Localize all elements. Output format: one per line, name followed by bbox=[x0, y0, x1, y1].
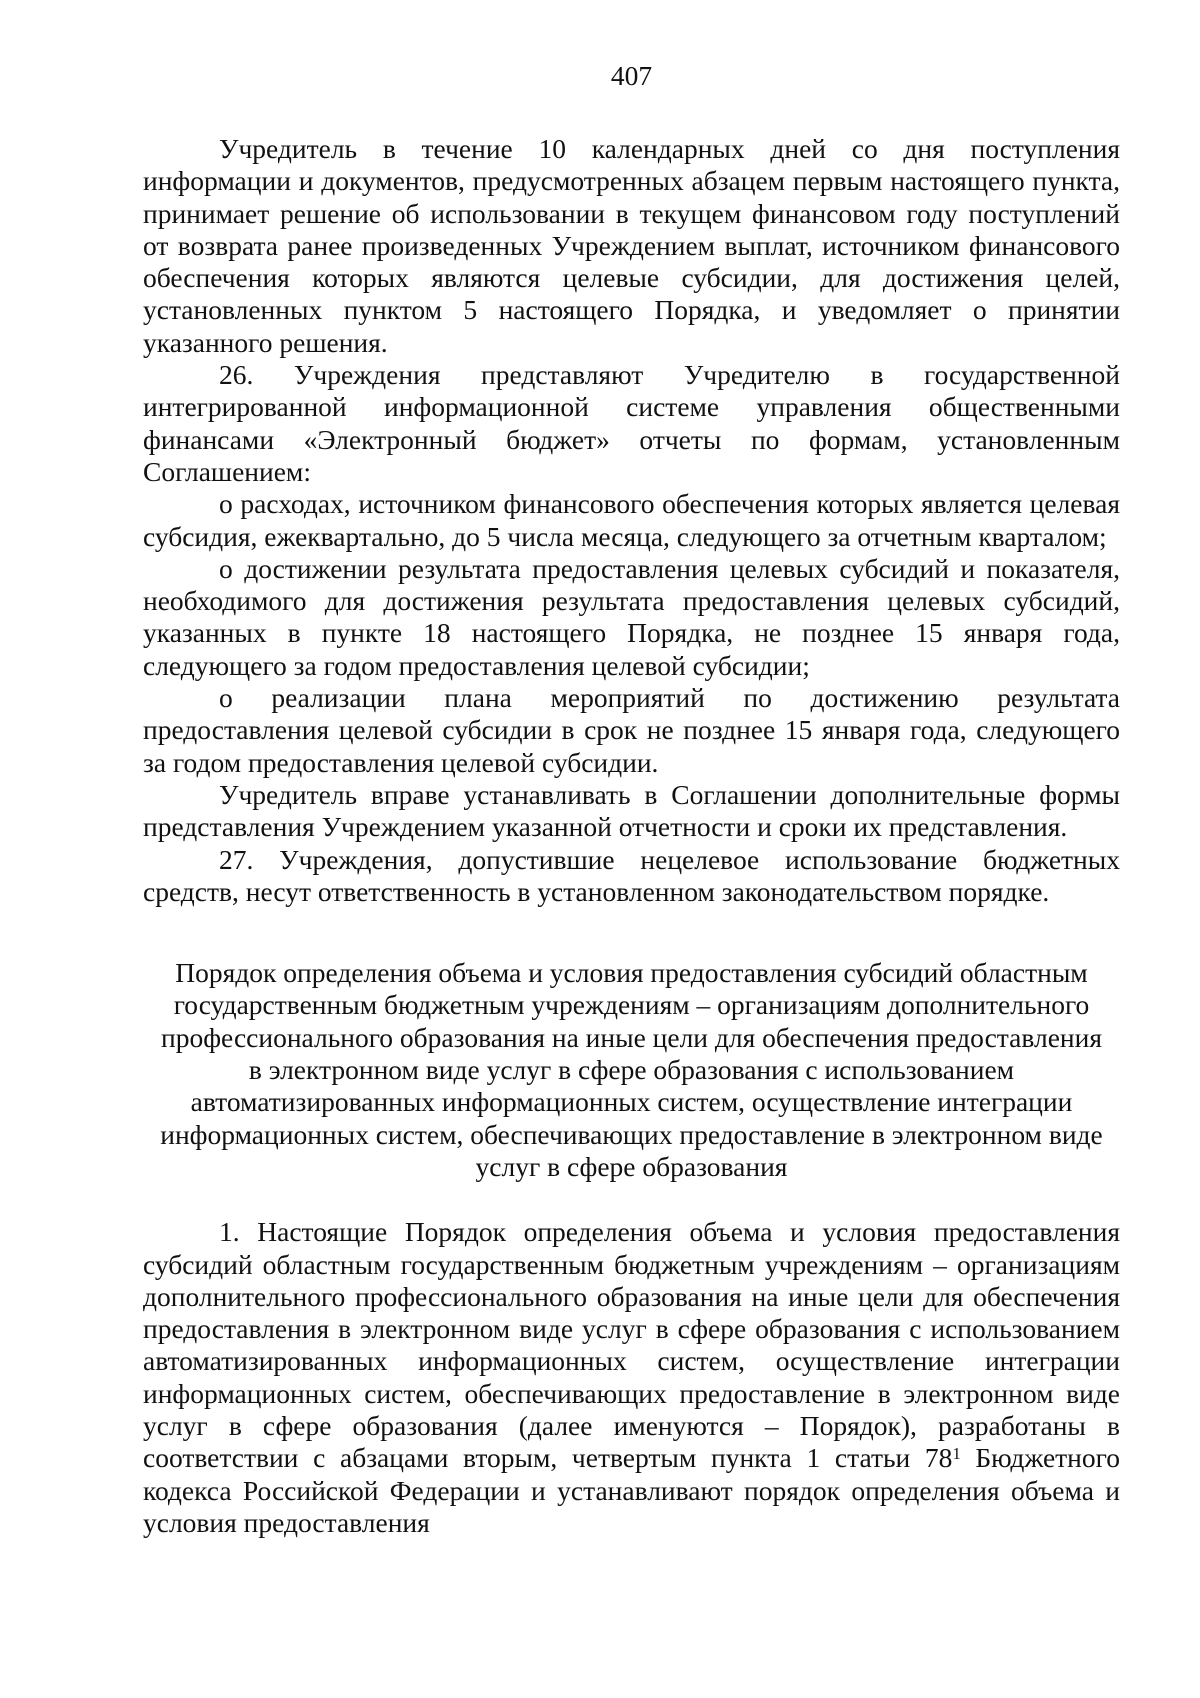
paragraph-item-1-continuation: Бюджетного кодекса Российской Федерации и устанавливают порядок определения объема и условия предоставления bbox=[143, 1442, 1120, 1538]
paragraph-additional-forms: Учредитель вправе устанавливать в Соглашении дополнительные формы представления Учреждением указанной отчетности и сроки их представления. bbox=[143, 778, 1120, 843]
paragraph-item-27: 27. Учреждения, допустившие нецелевое использование бюджетных средств, несут ответственность в установленном законодательством порядке. bbox=[143, 843, 1120, 907]
document-page bbox=[143, 60, 1120, 1539]
section-heading-line: Порядок определения объема и условия предоставления субсидий областным bbox=[175, 957, 1088, 989]
section-heading bbox=[143, 957, 1120, 1183]
section-heading-line: профессионального образования на иные цели для обеспечения предоставления bbox=[161, 1021, 1102, 1053]
paragraph-expenses-report: о расходах, источником финансового обеспечения которых является целевая субсидия, ежеквартально, до 5 числа месяца, следующего за отчетным кварталом; bbox=[143, 488, 1120, 552]
paragraph-item-1 bbox=[143, 1216, 1120, 1539]
section-heading-line: автоматизированных информационных систем, осуществление интеграции bbox=[190, 1086, 1073, 1118]
paragraph-plan-report: о реализации плана мероприятий по достижению результата предоставления целевой субсидии в срок не позднее 15 января года, следующего за годом предоставления целевой субсидии. bbox=[143, 682, 1120, 778]
section-heading-line: услуг в сфере образования bbox=[475, 1150, 788, 1182]
paragraph-item-26: 26. Учреждения представляют Учредителю в государственной интегрированной информационной системе управления общественными финансами «Электронный бюджет» отчеты по формам, установленным Соглашением: bbox=[143, 359, 1120, 487]
page-number: 407 bbox=[610, 60, 653, 91]
section-heading-line: государственным бюджетным учреждениям – организациям дополнительного bbox=[173, 989, 1090, 1021]
superscript-1: 1 bbox=[952, 1444, 961, 1464]
paragraph-founder-decision: Учредитель в течение 10 календарных дней со дня поступления информации и документов, предусмотренных абзацем первым настоящего пункта, принимает решение об использовании в текущем финансовом году поступлений от возврата ранее произведенных Учреждением выплат, источником финансового обеспечения которых являются целевые субсидии, для достижения целей, установленных пунктом 5 настоящего Порядка, и уведомляет о принятии указанного решения. bbox=[143, 133, 1120, 358]
paragraph-item-1-text: 1. Настоящие Порядок определения объема и условия предоставления субсидий областным государственным бюджетным учреждениям – организациям дополнительного профессионального образования на иные цели для обеспечения предоставления в электронном виде услуг в сфере образования с использованием автоматизированных информационных систем, осуществление интеграции информационных систем, обеспечивающих предоставление в электронном виде услуг в сфере образования (далее именуются – Порядок), разработаны в соответствии с абзацами вторым, четвертым пункта 1 статьи 78 bbox=[143, 1216, 1120, 1474]
section-heading-line: в электронном виде услуг в сфере образования с использованием bbox=[248, 1054, 1015, 1086]
paragraph-result-report: о достижении результата предоставления целевых субсидий и показателя, необходимого для достижения результата предоставления целевых субсидий, указанных в пункте 18 настоящего Порядка, не позднее 15 января года, следующего за годом предоставления целевой субсидии; bbox=[143, 552, 1120, 681]
section-heading-line: информационных систем, обеспечивающих предоставление в электронном виде bbox=[160, 1118, 1103, 1150]
